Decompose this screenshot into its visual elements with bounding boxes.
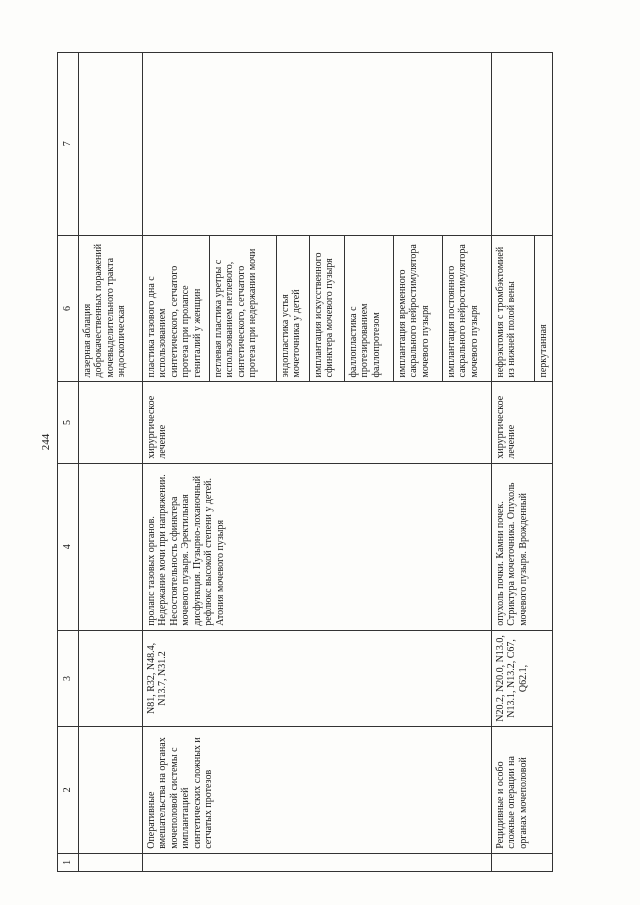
table-row	[78, 53, 142, 872]
rotated-table-container	[57, 52, 617, 872]
treatment-type-cell: хирургическое лечение	[142, 382, 491, 463]
method-cell: перкутанная	[534, 235, 553, 382]
method-cell: петлевая пластика уретры с использованием петлевого, синтетического, сетчатого протеза при недержании мочи	[209, 235, 276, 382]
column-header-3: 3	[58, 630, 79, 726]
table-row	[142, 53, 209, 872]
method-cell: имплантация постоянного сакрального нейростимулятора мочевого пузыря	[442, 235, 491, 382]
header-row	[58, 53, 79, 872]
method-cell: имплантация временного сакрального нейростимулятора мочевого пузыря	[393, 235, 442, 382]
section-name-cell: Рецидивные и особо сложные операции на органах мочеполовой	[491, 727, 553, 854]
method-cell: фаллопластика с протезированием фаллопротезом	[344, 235, 393, 382]
method-cell: нефрэктомия с тромбэктомией из нижней полой вены	[491, 235, 534, 382]
column-header-2: 2	[58, 727, 79, 854]
page-number: 244	[40, 433, 52, 451]
diagnosis-cell: пролапс тазовых органов. Недержание мочи при напряжении. Несостоятельность сфинктера мочевого пузыря. Эректильная дисфункция. Пузырно-лоханочный рефлюкс высокой степени у детей. Атония мочевого пузыря	[142, 463, 491, 630]
treatment-type-cell: хирургическое лечение	[491, 382, 553, 463]
column-header-4: 4	[58, 463, 79, 630]
method-cell: имплантация искусственного сфинктера мочевого пузыря	[309, 235, 344, 382]
section-name-cell: Оперативные вмешательства на органах мочеполовой системы с имплантацией синтетических сложных и сетчатых протезов	[142, 727, 491, 854]
icd-codes-cell: N20.2, N20.0, N13.0, N13.1, N13.2, C67, Q62.1,	[491, 630, 553, 726]
table-row	[491, 53, 534, 872]
icd-codes-cell: N81, R32, N48.4, N13.7, N31.2	[142, 630, 491, 726]
diagnosis-cell: опухоль почки. Камни почек. Стриктура мочеточника. Опухоль мочевого пузыря. Врожденный	[491, 463, 553, 630]
method-cell: эндопластика устья мочеточника у детей	[276, 235, 309, 382]
column-header-6: 6	[58, 235, 79, 382]
column-header-7: 7	[58, 53, 79, 236]
medical-services-table	[57, 52, 553, 872]
column-header-5: 5	[58, 382, 79, 463]
method-cell: лазерная аблация доброкачественных поражений мочевыделительного тракта эндоскопическая	[78, 235, 142, 382]
column-header-1: 1	[58, 853, 79, 871]
method-cell: пластика тазового дна с использованием синтетического, сетчатого протеза при пролапсе гениталий у женщин	[142, 235, 209, 382]
